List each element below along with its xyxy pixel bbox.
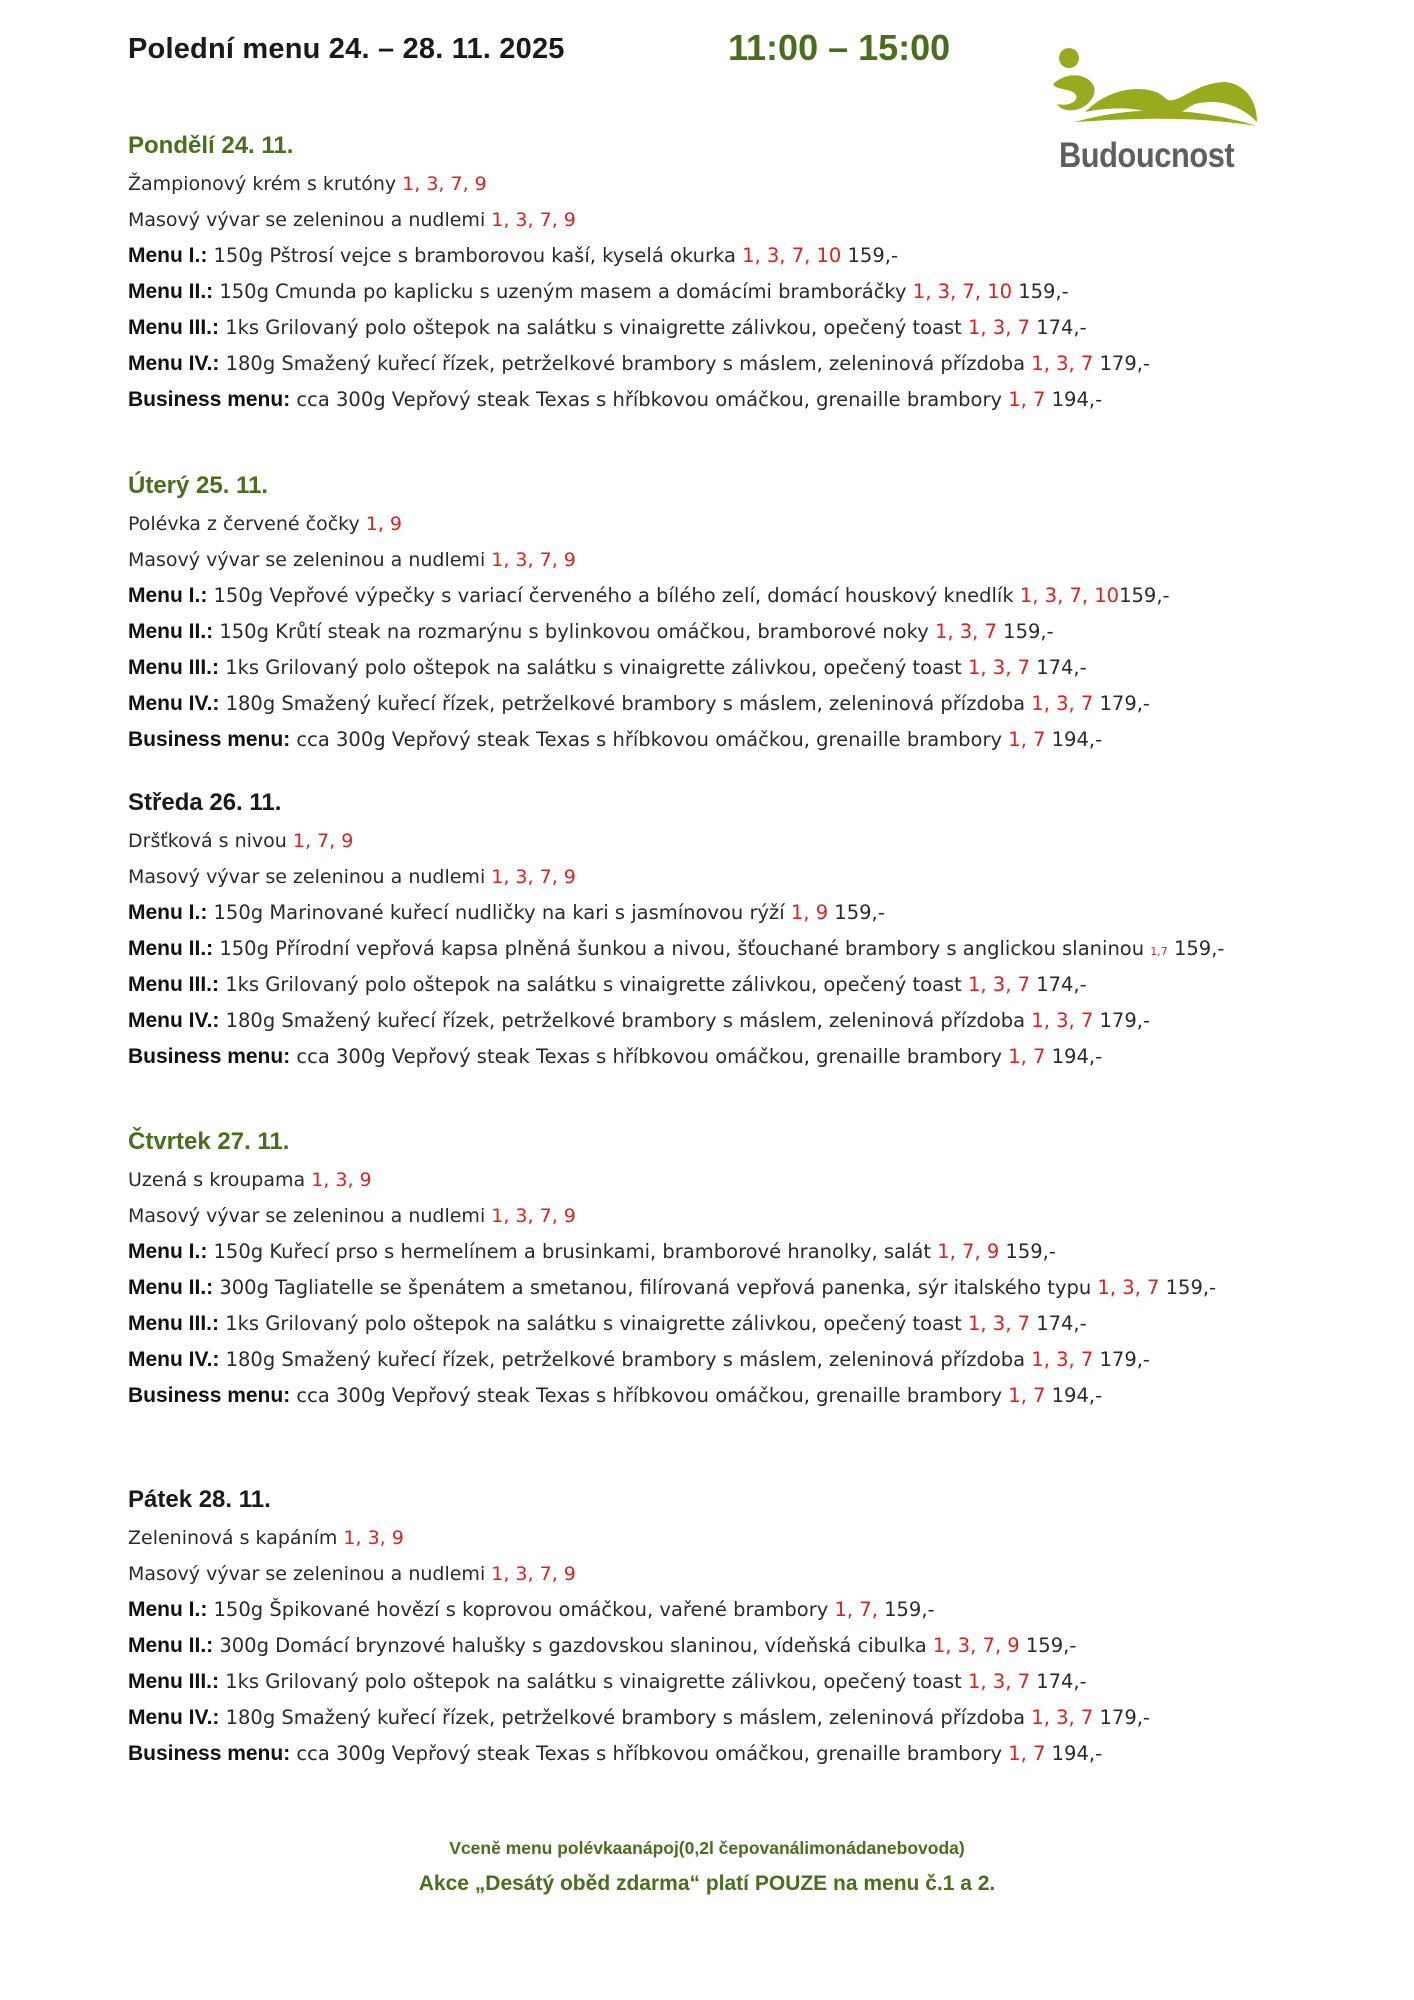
price: 179,- [1093,1348,1150,1371]
menu-line: Business menu: cca 300g Vepřový steak Texas s hříbkovou omáčkou, grenaille brambory 1, 7 194,- [128,728,1103,751]
price: 194,- [1045,388,1103,411]
price: 159,- [999,1240,1056,1263]
soup-line: Uzená s kroupama 1, 3, 9 [128,1169,372,1191]
menu-line: Menu III.: 1ks Grilovaný polo oštepok na salátku s vinaigrette zálivkou, opečený toast 1, 3, 7 174,- [128,316,1087,339]
allergens: 1, 9 [365,513,403,535]
allergens: 1, 7, 9 [292,830,354,852]
menu-line: Menu III.: 1ks Grilovaný polo oštepok na salátku s vinaigrette zálivkou, opečený toast 1, 3, 7 174,- [128,1670,1087,1693]
price: 159,- [996,620,1054,643]
soup-line: Zeleninová s kapáním 1, 3, 9 [128,1527,404,1549]
footer-note: Vceně menu polévkaanápoj(0,2l čepovanálimonádanebovoda) [449,1838,965,1858]
price: 194,- [1045,1384,1103,1407]
menu-line: Business menu: cca 300g Vepřový steak Texas s hříbkovou omáčkou, grenaille brambory 1, 7 194,- [128,1384,1103,1407]
menu-line: Menu II.: 150g Krůtí steak na rozmarýnu s bylinkovou omáčkou, bramborové noky 1, 3, 7 159,- [128,620,1054,643]
menu-line: Menu III.: 1ks Grilovaný polo oštepok na salátku s vinaigrette zálivkou, opečený toast 1, 3, 7 174,- [128,656,1087,679]
menu-line: Menu I.: 150g Pštrosí vejce s bramborovou kaší, kyselá okurka 1, 3, 7, 10 159,- [128,244,898,267]
price: 174,- [1030,316,1087,339]
menu-line: Menu I.: 150g Kuřecí prso s hermelínem a brusinkami, bramborové hranolky, salát 1, 7, 9 159,- [128,1240,1056,1263]
day-title: Čtvrtek 27. 11. [128,1128,290,1155]
day-title: Pátek 28. 11. [128,1486,271,1513]
allergens: 1, 3, 7, 9 [491,1205,576,1227]
price: 159,- [841,244,898,267]
allergens: 1, 3, 7, 9 [402,173,487,195]
menu-line: Menu II.: 300g Domácí brynzové halušky s gazdovskou slaninou, vídeňská cibulka 1, 3, 7, 9 159,- [128,1634,1077,1657]
day-section-friday [128,1484,1348,1772]
allergens: 1, 3, 7, 9 [491,209,576,231]
menu-line: Menu IV.: 180g Smažený kuřecí řízek, petrželkové brambory s máslem, zeleninová přízdoba 1, 3, 7 179,- [128,1009,1150,1032]
allergens: 1, 3, 7, 9 [491,1563,576,1585]
soup-line: Polévka z červené čočky 1, 9 [128,513,403,535]
allergens: 1, 3, 7, 9 [491,549,576,571]
allergens: 1, 3, 9 [343,1527,404,1549]
menu-line: Menu II.: 300g Tagliatelle se špenátem a smetanou, filírovaná vepřová panenka, sýr italského typu 1, 3, 7 159,- [128,1276,1217,1299]
opening-hours: 11:00 – 15:00 [728,27,951,68]
logo-text: Budoucnost [1059,136,1235,175]
menu-line: Menu I.: 150g Marinované kuřecí nudličky na kari s jasmínovou rýží 1, 9 159,- [128,901,885,924]
price: 194,- [1045,1045,1103,1068]
day-section-monday [128,130,1348,418]
day-title: Středa 26. 11. [128,789,282,816]
menu-line: Menu I.: 150g Špikované hovězí s koprovou omáčkou, vařené brambory 1, 7, 159,- [128,1598,935,1621]
menu-line: Menu III.: 1ks Grilovaný polo oštepok na salátku s vinaigrette zálivkou, opečený toast 1, 3, 7 174,- [128,1312,1087,1335]
menu-line: Menu III.: 1ks Grilovaný polo oštepok na salátku s vinaigrette zálivkou, opečený toast 1, 3, 7 174,- [128,973,1087,996]
price: 159,- [1167,937,1225,960]
price: 179,- [1093,352,1150,375]
price: 159,- [1019,1634,1077,1657]
day-title: Pondělí 24. 11. [128,132,294,159]
price: 194,- [1045,728,1103,751]
price: 194,- [1045,1742,1103,1765]
price: 179,- [1093,692,1150,715]
soup-line: Masový vývar se zeleninou a nudlemi 1, 3, 7, 9 [128,1563,576,1585]
price: 174,- [1030,1670,1087,1693]
day-title: Úterý 25. 11. [128,472,269,499]
menu-line: Menu IV.: 180g Smažený kuřecí řízek, petrželkové brambory s máslem, zeleninová přízdoba 1, 3, 7 179,- [128,1706,1150,1729]
soup-line: Masový vývar se zeleninou a nudlemi 1, 3, 7, 9 [128,549,576,571]
menu-line: Menu II.: 150g Cmunda po kaplicku s uzeným masem a domácími bramboráčky 1, 3, 7, 10 159,- [128,280,1069,303]
footer-promo: Akce „Desátý oběd zdarma“ platí POUZE na menu č.1 a 2. [418,1872,996,1895]
price: 159,- [1159,1276,1217,1299]
soup-line: Masový vývar se zeleninou a nudlemi 1, 3, 7, 9 [128,866,576,888]
soup-line: Masový vývar se zeleninou a nudlemi 1, 3, 7, 9 [128,209,576,231]
allergens: 1, 3, 9 [311,1169,372,1191]
soup-line: Masový vývar se zeleninou a nudlemi 1, 3, 7, 9 [128,1205,576,1227]
day-section-thursday [128,1126,1348,1414]
price: 174,- [1030,1312,1087,1335]
day-section-wednesday [128,787,1348,1075]
menu-line: Menu IV.: 180g Smažený kuřecí řízek, petrželkové brambory s máslem, zeleninová přízdoba 1, 3, 7 179,- [128,352,1150,375]
menu-line: Menu IV.: 180g Smažený kuřecí řízek, petrželkové brambory s máslem, zeleninová přízdoba 1, 3, 7 179,- [128,1348,1150,1371]
soup-line: Žampionový krém s krutóny 1, 3, 7, 9 [128,173,487,195]
price: 174,- [1030,656,1087,679]
menu-line: Business menu: cca 300g Vepřový steak Texas s hříbkovou omáčkou, grenaille brambory 1, 7 194,- [128,388,1103,411]
price: 159,- [1119,584,1170,607]
menu-line: Menu II.: 150g Přírodní vepřová kapsa plněná šunkou a nivou, šťouchané brambory s anglickou slaninou 1,7 159,- [128,937,1225,960]
menu-line: Menu I.: 150g Vepřové výpečky s variací červeného a bílého zelí, domácí houskový knedlík 1, 3, 7, 10159,- [128,584,1170,607]
menu-line: Menu IV.: 180g Smažený kuřecí řízek, petrželkové brambory s máslem, zeleninová přízdoba 1, 3, 7 179,- [128,692,1150,715]
soup-line: Dršťková s nivou 1, 7, 9 [128,830,354,852]
menu-line: Business menu: cca 300g Vepřový steak Texas s hříbkovou omáčkou, grenaille brambory 1, 7 194,- [128,1045,1103,1068]
page-title: Polední menu 24. – 28. 11. 2025 [128,33,565,65]
price: 179,- [1093,1009,1150,1032]
price: 159,- [877,1598,935,1621]
allergens: 1, 3, 7, 9 [491,866,576,888]
price: 174,- [1030,973,1087,996]
menu-line: Business menu: cca 300g Vepřový steak Texas s hříbkovou omáčkou, grenaille brambory 1, 7 194,- [128,1742,1103,1765]
price: 159,- [828,901,885,924]
day-section-tuesday [128,470,1348,758]
price: 179,- [1093,1706,1150,1729]
price: 159,- [1012,280,1069,303]
